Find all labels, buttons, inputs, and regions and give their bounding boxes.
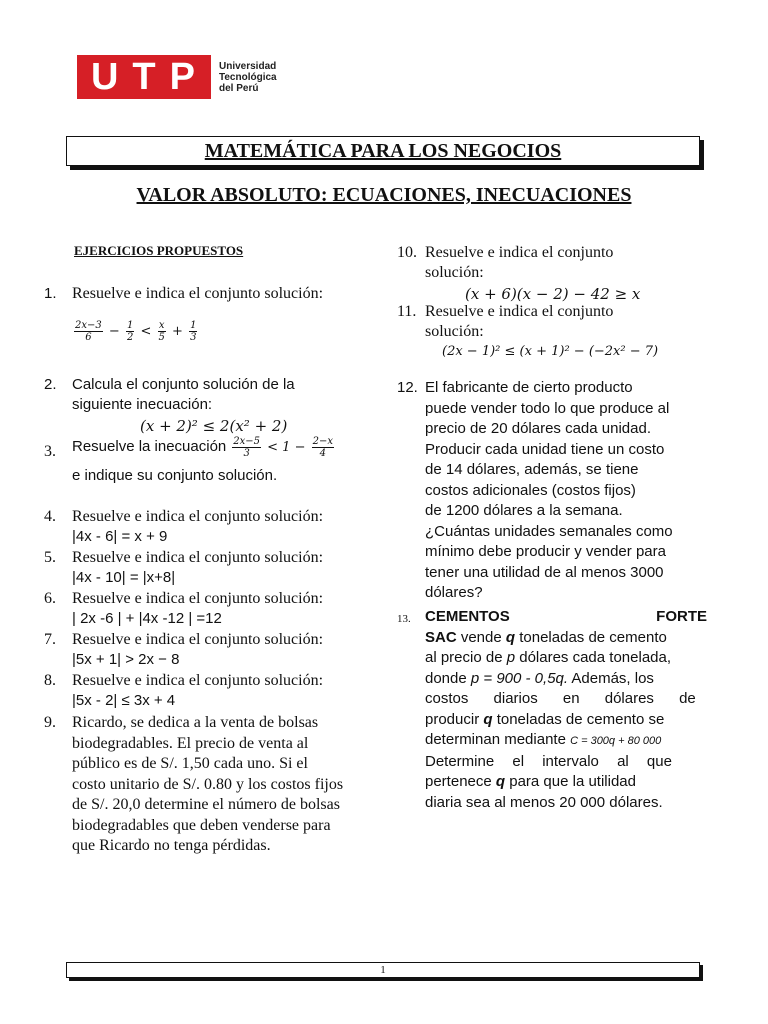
exercise-10-inequality: (x + 6)(x − 2) − 42 ≥ x — [465, 285, 641, 303]
logo-letter-t: T — [132, 56, 158, 98]
logo-letter-p: P — [169, 56, 197, 98]
logo-mark — [77, 55, 211, 99]
exercise-7-inequality: |5x + 1| > 2x − 8 — [72, 651, 180, 668]
exercise-6-equation: | 2x -6 | + |4x -12 | =12 — [72, 610, 222, 627]
exercise-8-inequality: |5x - 2| ≤ 3x + 4 — [72, 692, 176, 709]
exercise-4-equation: |4x - 6| = x + 9 — [72, 528, 168, 545]
exercise-5-equation: |4x - 10| = |x+8| — [72, 569, 176, 586]
utp-logo — [77, 55, 277, 99]
section-heading: EJERCICIOS PROPUESTOS — [74, 243, 244, 258]
exercise-12-text: El fabricante de cierto producto puede vender todo lo que produce al precio de 20 dólares cada unidad. Producir cada unidad tiene un costo de 14 dólares, además, se tiene costos adicionales (costos fijos) de 1200 dólares a la semana. ¿Cuántas unidades semanales como mínimo debe producir y vender para tener una utilidad de al menos 3000 dólares? — [425, 379, 673, 601]
logo-university-name: Universidad Tecnológica del Perú — [219, 60, 277, 94]
page-number: 1 — [380, 964, 386, 976]
document-title: MATEMÁTICA PARA LOS NEGOCIOS — [204, 139, 562, 162]
exercise-3-inequality: $\frac{2x-5}{3}$ < 1 − $\frac{2-x}{4}$ — [233, 436, 334, 459]
exercise-9-text: Ricardo, se dedica a la venta de bolsas biodegradables. El precio de venta al público es de S/. 1,50 cada uno. Si el costo unitario de S/. 0.80 y los costos fijos de S/. 20,0 determine el número de bolsas biodegradables que deben venderse para que Ricardo no tenga pérdidas. — [72, 714, 344, 854]
title-box — [66, 136, 700, 166]
document-subtitle: VALOR ABSOLUTO: ECUACIONES, INECUACIONES — [136, 184, 632, 206]
footer-box — [66, 962, 700, 978]
exercise-1-inequality: $\frac{2x-3}{6}$ − $\frac{1}{2}$ < $\frac{x}{5}$ + $\frac{1}{3}$ — [75, 320, 197, 343]
exercise-13-text: CEMENTOS FORTE SAC vende q toneladas de cemento al precio de p dólares cada tonelada, donde p = 900 - 0,5q. Además, los costos diarios en dólares de producir q toneladas de cemento se determinan mediante C = 300q + 80 000 Determine el intervalo al que pertenece q para que la utilidad diaria sea al menos 20 000 dólares. — [425, 608, 707, 811]
logo-letter-u: U — [90, 56, 121, 98]
exercise-2-inequality: (x + 2)² ≤ 2(x² + 2) — [140, 417, 288, 435]
exercise-11-inequality: (2x − 1)² ≤ (x + 1)² − (−2x² − 7) — [442, 344, 659, 359]
